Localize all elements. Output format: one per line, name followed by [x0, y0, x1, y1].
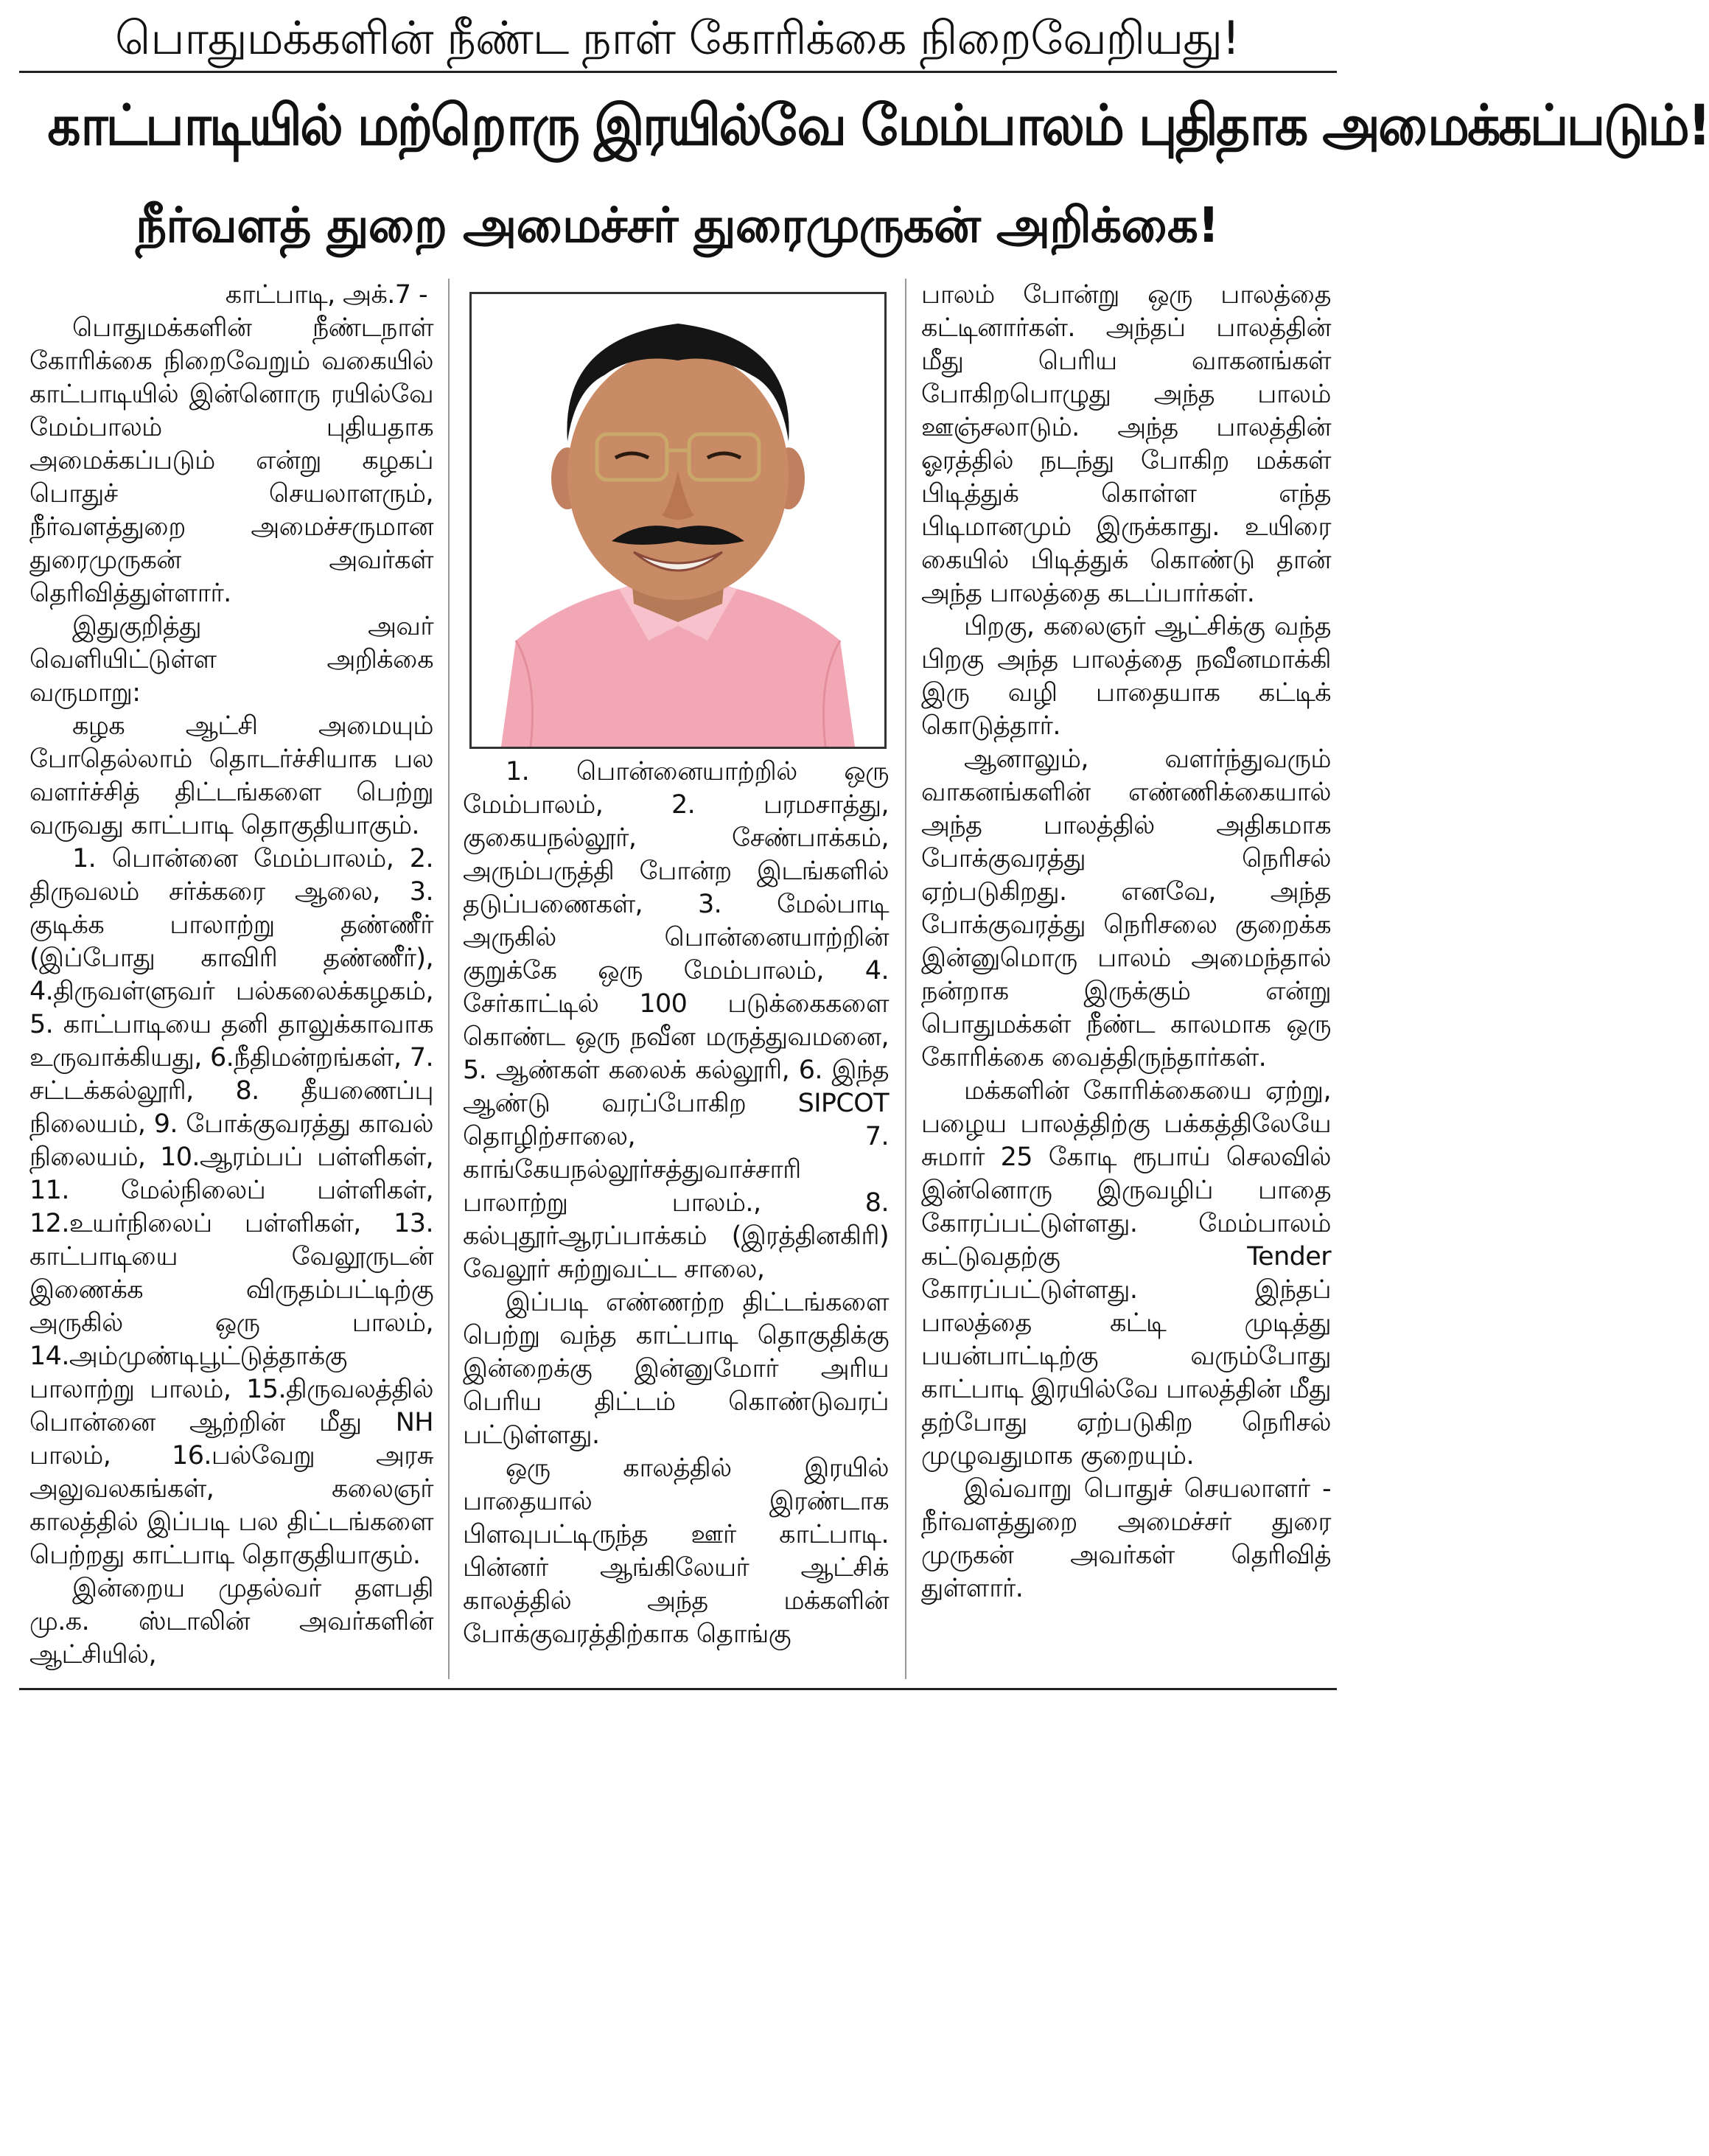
article-column-2: [463, 756, 889, 2156]
minister-portrait-photo: [469, 292, 887, 749]
paragraph: மக்களின் கோரிக்கையை ஏற்று, பழைய பாலத்திற்கு பக்கத்திலேயே சுமார் 25 கோடி ரூபாய் செலவில் இன்னொரு இருவழிப் பாதை கோரப்பட்டுள்ளது. மேம்பாலம் கட்டுவதற்கு Tender கோரப்பட்டுள்ளது. இந்தப் பாலத்தை கட்டி முடித்து பயன்பாட்டிற்கு வரும்போது காட்பாடி இரயில்வே பாலத்தின் மீது தற்போது ஏற்படுகிற நெரிசல் முழுவதுமாக குறையும்.: [921, 1076, 1331, 1471]
paragraph: பிறகு, கலைஞர் ஆட்சிக்கு வந்த பிறகு அந்த பாலத்தை நவீனமாக்கி இரு வழி பாதையாக கட்டிக் கொடுத்தார்.: [921, 612, 1331, 741]
portrait-illustration: [472, 294, 884, 747]
paragraph: இப்படி எண்ணற்ற திட்டங்களை பெற்று வந்த காட்பாடி தொகுதிக்கு இன்றைக்கு இன்னுமோர் அரிய பெரிய திட்டம் கொண்டுவரப் பட்டுள்ளது.: [463, 1288, 889, 1450]
paragraph: பொதுமக்களின் நீண்டநாள் கோரிக்கை நிறைவேறும் வகையில் காட்பாடியில் இன்னொரு ரயில்வே மேம்பாலம் புதியதாக அமைக்கப்படும் என்று கழகப் பொதுச் செயலாளரும், நீர்வளத்துறை அமைச்சருமான துரைமுருகன் அவர்கள் தெரிவித்துள்ளார்.: [29, 313, 433, 608]
sub-headline: நீர்வளத் துறை அமைச்சர் துரைமுருகன் அறிக்கை!: [135, 197, 1220, 254]
paragraph: பாலம் போன்று ஒரு பாலத்தை கட்டினார்கள். அந்தப் பாலத்தின் மீது பெரிய வாகனங்கள் போகிறபொழுது அந்த பாலம் ஊஞ்சலாடும். அந்த பாலத்தின் ஓரத்தில் நடந்து போகிற மக்கள் பிடித்துக் கொள்ள எந்த பிடிமானமும் இருக்காது. உயிரை கையில் பிடித்துக் கொண்டு தான் அந்த பாலத்தை கடப்பார்கள்.: [921, 280, 1331, 608]
paragraph: ஒரு காலத்தில் இரயில் பாதையால் இரண்டாக பிளவுபட்டிருந்த ஊர் காட்பாடி. பின்னர் ஆங்கிலேயர் ஆட்சிக் காலத்தில் அந்த மக்களின் போக்குவரத்திற்காக தொங்கு: [463, 1454, 889, 1649]
article-column-1: [29, 279, 433, 1679]
paragraph: ஆனாலும், வளர்ந்துவரும் வாகனங்களின் எண்ணிக்கையால் அந்த பாலத்தில் அதிகமாக போக்குவரத்து நெரிசல் ஏற்படுகிறது. எனவே, அந்த போக்குவரத்து நெரிசலை குறைக்க இன்னுமொரு பாலம் அமைந்தால் நன்றாக இருக்கும் என்று பொதுமக்கள் நீண்ட காலமாக ஒரு கோரிக்கை வைத்திருந்தார்கள்.: [921, 744, 1331, 1072]
paragraph: இன்றைய முதல்வர் தளபதி மு.க. ஸ்டாலின் அவர்களின் ஆட்சியில்,: [29, 1574, 433, 1670]
paragraph: கழக ஆட்சி அமையும் போதெல்லாம் தொடர்ச்சியாக பல வளர்ச்சித் திட்டங்களை பெற்று வருவது காட்பாடி தொகுதியாகும்.: [29, 711, 433, 840]
paragraph: 1. பொன்னை மேம்பாலம், 2. திருவலம் சர்க்கரை ஆலை, 3. குடிக்க பாலாற்று தண்ணீர் (இப்போது காவிரி தண்ணீர்), 4.திருவள்ளுவர் பல்கலைக்கழகம், 5. காட்பாடியை தனி தாலுக்காவாக உருவாக்கியது, 6.நீதிமன்றங்கள், 7. சட்டக்கல்லூரி, 8. தீயணைப்பு நிலையம், 9. போக்குவரத்து காவல் நிலையம், 10.ஆரம்பப் பள்ளிகள், 11. மேல்நிலைப் பள்ளிகள், 12.உயர்நிலைப் பள்ளிகள், 13. காட்பாடியை வேலூருடன் இணைக்க விருதம்பட்டிற்கு அருகில் ஒரு பாலம், 14.அம்முண்டிபூட்டுத்தாக்கு பாலாற்று பாலம், 15.திருவலத்தில் பொன்னை ஆற்றின் மீது NH பாலம், 16.பல்வேறு அரசு அலுவலகங்கள், கலைஞர் காலத்தில் இப்படி பல திட்டங்களை பெற்றது காட்பாடி தொகுதியாகும்.: [29, 844, 433, 1570]
kicker-headline: பொதுமக்களின் நீண்ட நாள் கோரிக்கை நிறைவேறியது!: [115, 11, 1240, 65]
dateline: காட்பாடி, அக்.7 -: [225, 280, 427, 310]
bottom-rule: [19, 1688, 1337, 1690]
main-headline: காட்பாடியில் மற்றொரு இரயில்வே மேம்பாலம் புதிதாக அமைக்கப்படும்!: [47, 92, 1709, 158]
column-divider: [905, 279, 906, 1679]
article-column-3: [921, 279, 1331, 1679]
kicker-rule: [19, 71, 1337, 73]
column-divider: [448, 279, 450, 1679]
paragraph: இவ்வாறு பொதுச் செயலாளர் - நீர்வளத்துறை அமைச்சர் துரை முருகன் அவர்கள் தெரிவித் துள்ளார்.: [921, 1474, 1331, 1603]
paragraph: 1. பொன்னையாற்றில் ஒரு மேம்பாலம், 2. பரமசாத்து, குகையநல்லூர், சேண்பாக்கம், அரும்பருத்தி போன்ற இடங்களில் தடுப்பணைகள், 3. மேல்பாடி அருகில் பொன்னையாற்றின் குறுக்கே ஒரு மேம்பாலம், 4. சேர்காட்டில் 100 படுக்கைகளை கொண்ட ஒரு நவீன மருத்துவமனை, 5. ஆண்கள் கலைக் கல்லூரி, 6. இந்த ஆண்டு வரப்போகிற SIPCOT தொழிற்சாலை, 7. காங்கேயநல்லூர்சத்துவாச்சாரி பாலாற்று பாலம்., 8. கல்புதூர்ஆரப்பாக்கம் (இரத்தினகிரி) வேலூர் சுற்றுவட்ட சாலை,: [463, 757, 889, 1284]
paragraph: இதுகுறித்து அவர் வெளியிட்டுள்ள அறிக்கை வருமாறு:: [29, 612, 433, 708]
